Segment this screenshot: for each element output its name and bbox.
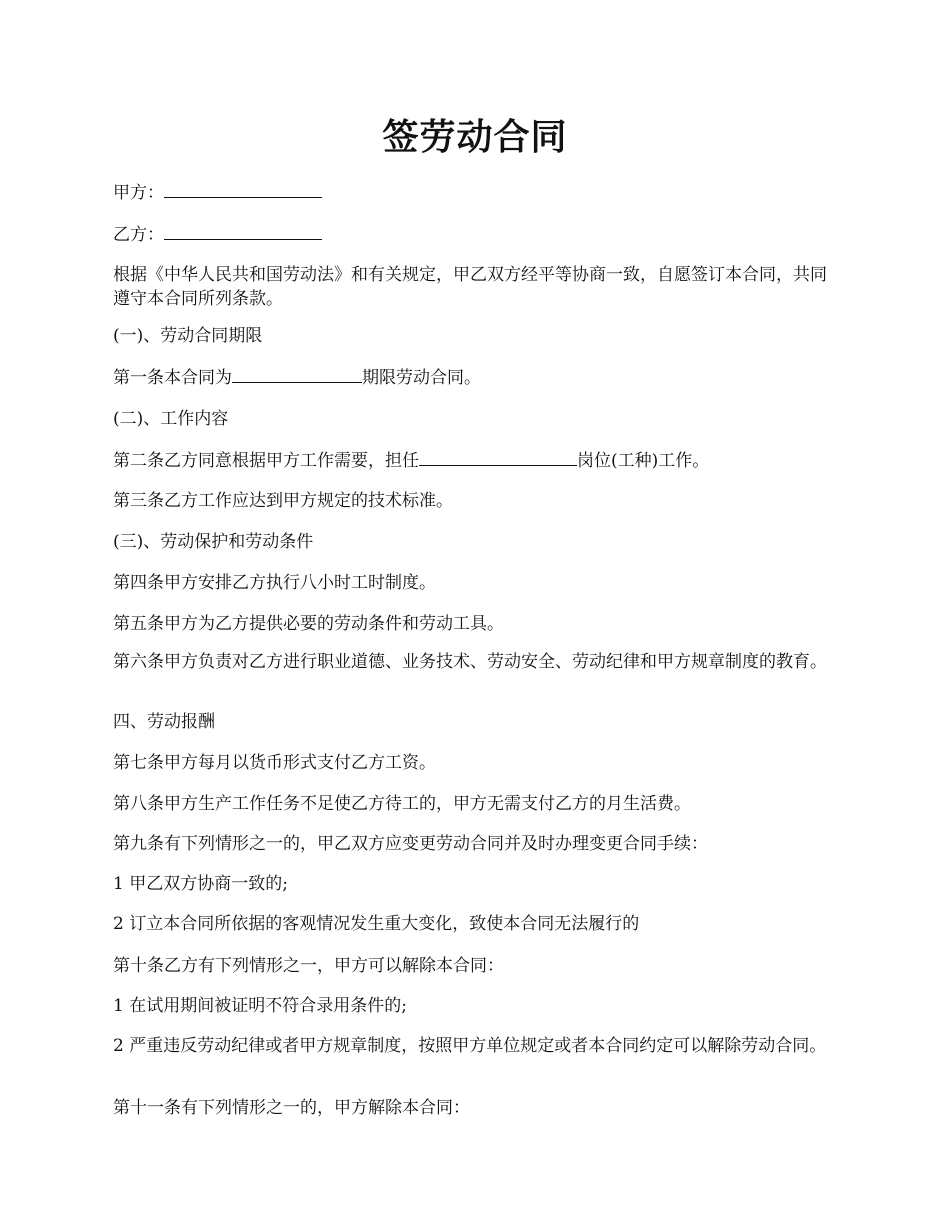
document-title: 签劳动合同 — [382, 116, 568, 158]
article-8: 第八条甲方生产工作任务不足使乙方待工的，甲方无需支付乙方的月生活费。 — [113, 794, 691, 814]
article-2-blank — [419, 449, 577, 466]
article-10-item-1: 1 在试用期间被证明不符合录用条件的; — [113, 996, 407, 1016]
party-b-label: 乙方： — [113, 225, 164, 245]
article-1-blank — [232, 366, 362, 383]
section-1-heading: (一)、劳动合同期限 — [113, 326, 263, 346]
article-7: 第七条甲方每月以货币形式支付乙方工资。 — [113, 753, 436, 773]
article-2-text-after: 岗位(工种)工作。 — [577, 451, 710, 471]
article-1 — [113, 366, 843, 390]
party-a-label: 甲方： — [113, 183, 164, 203]
intro-paragraph: 根据《中华人民共和国劳动法》和有关规定，甲乙双方经平等协商一致，自愿签订本合同，共同遵守本合同所列条款。 — [113, 265, 827, 309]
article-6: 第六条甲方负责对乙方进行职业道德、业务技术、劳动安全、劳动纪律和甲方规章制度的教育。 — [113, 652, 827, 672]
article-9-item-1: 1 甲乙双方协商一致的; — [113, 874, 288, 894]
article-4: 第四条甲方安排乙方执行八小时工时制度。 — [113, 573, 436, 593]
article-10: 第十条乙方有下列情形之一，甲方可以解除本合同： — [113, 956, 504, 976]
article-5: 第五条甲方为乙方提供必要的劳动条件和劳动工具。 — [113, 614, 504, 634]
article-10-item-2: 2 严重违反劳动纪律或者甲方规章制度，按照甲方单位规定或者本合同约定可以解除劳动合同。 — [113, 1036, 827, 1056]
party-b-blank — [164, 223, 322, 240]
article-9-item-2: 2 订立本合同所依据的客观情况发生重大变化，致使本合同无法履行的 — [113, 914, 640, 934]
section-3-heading: (三)、劳动保护和劳动条件 — [113, 532, 314, 552]
party-b-line — [113, 223, 843, 247]
article-2-text-before: 第二条乙方同意根据甲方工作需要，担任 — [113, 451, 419, 471]
party-a-blank — [164, 181, 322, 198]
article-1-text-after: 期限劳动合同。 — [362, 368, 481, 388]
article-2 — [113, 449, 843, 473]
article-9: 第九条有下列情形之一的，甲乙双方应变更劳动合同并及时办理变更合同手续： — [113, 834, 708, 854]
article-11: 第十一条有下列情形之一的，甲方解除本合同： — [113, 1098, 470, 1118]
article-1-text-before: 第一条本合同为 — [113, 368, 232, 388]
section-2-heading: (二)、工作内容 — [113, 409, 229, 429]
party-a-line — [113, 181, 843, 205]
section-4-heading: 四、劳动报酬 — [113, 712, 215, 732]
article-3: 第三条乙方工作应达到甲方规定的技术标准。 — [113, 491, 453, 511]
